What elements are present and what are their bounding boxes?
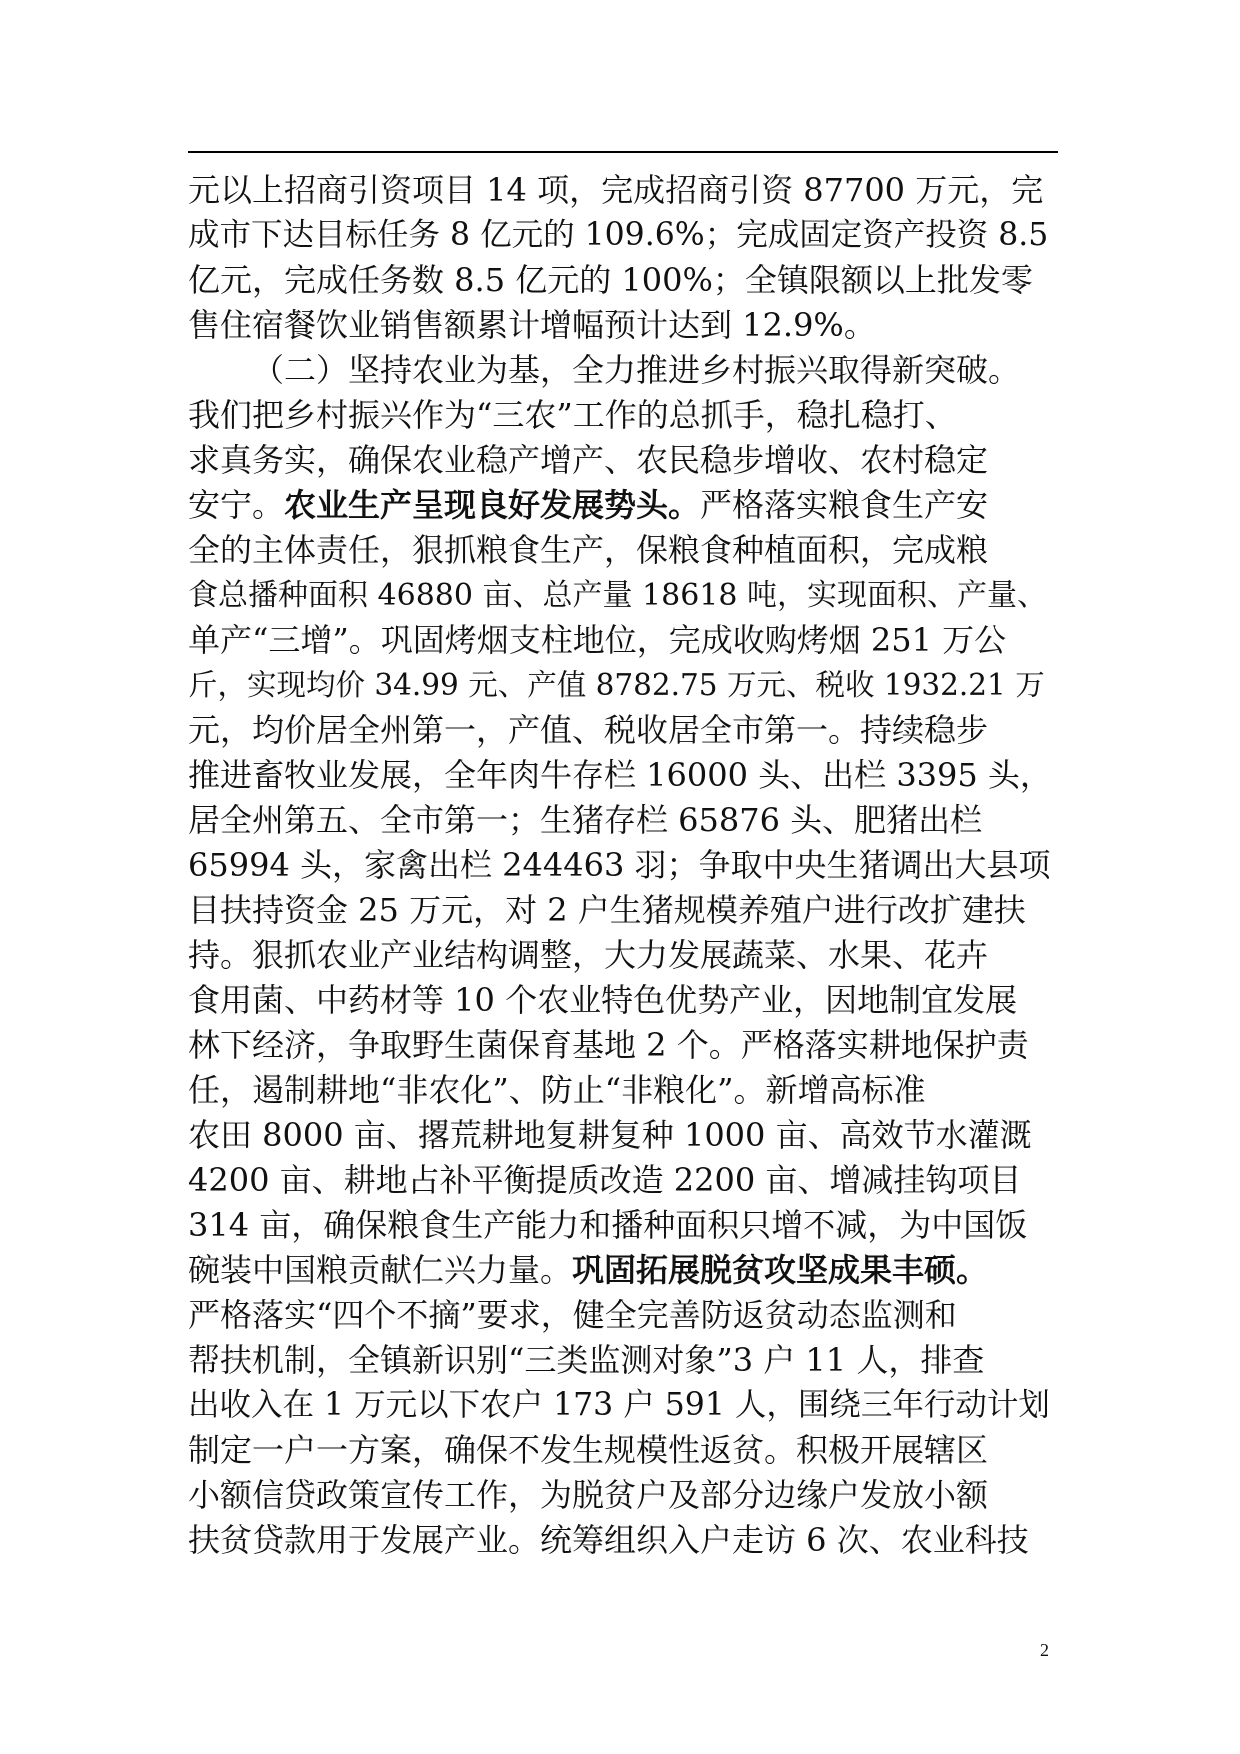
body-text-segment: 制定一户一方案，确保不发生规模性返贫。积极开展辖区 — [188, 1431, 989, 1469]
text-line — [188, 843, 1058, 888]
text-line — [188, 573, 1058, 618]
text-line — [188, 1473, 1058, 1518]
body-text-segment: 严格落实“四个不摘”要求，健全完善防返贫动态监测和 — [188, 1296, 957, 1334]
text-line — [188, 978, 1058, 1023]
text-line — [188, 213, 1058, 258]
body-text-segment: 推进畜牧业发展，全年肉牛存栏 16000 头、出栏 3395 头， — [188, 756, 1052, 794]
bold-heading-text: 农业生产呈现良好发展势头。 — [284, 486, 701, 524]
body-text-segment: 斤，实现均价 34.99 元、产值 8782.75 万元、税收 1932.21 万 — [188, 668, 1045, 702]
body-text-segment: 4200 亩、耕地占补平衡提质改造 2200 亩、增减挂钩项目 — [188, 1161, 1022, 1199]
text-line — [188, 618, 1058, 663]
body-text-segment: 元，均价居全州第一，产值、税收居全市第一。持续稳步 — [188, 711, 989, 749]
body-text — [188, 168, 1058, 1563]
text-line — [188, 483, 1058, 528]
body-text-segment: 亿元，完成任务数 8.5 亿元的 100%；全镇限额以上批发零 — [188, 261, 1033, 299]
text-line — [188, 1293, 1058, 1338]
text-line — [188, 528, 1058, 573]
text-line — [188, 663, 1058, 708]
body-text-segment: 帮扶机制，全镇新识别“三类监测对象”3 户 11 人，排查 — [188, 1341, 985, 1379]
body-text-segment: 目扶持资金 25 万元，对 2 户生猪规模养殖户进行改扩建扶 — [188, 891, 1026, 929]
text-line — [188, 348, 1058, 393]
body-text-segment: 食总播种面积 46880 亩、总产量 18618 吨，实现面积、产量、 — [188, 578, 1048, 613]
text-line — [188, 303, 1058, 348]
header-rule — [188, 151, 1058, 153]
body-text-segment: 元以上招商引资项目 14 项，完成招商引资 87700 万元，完 — [188, 171, 1044, 209]
text-line — [188, 1383, 1058, 1428]
body-text-segment: 碗装中国粮贡献仁兴力量。 — [188, 1251, 573, 1289]
body-text-segment: 出收入在 1 万元以下农户 173 户 591 人，围绕三年行动计划 — [188, 1387, 1050, 1423]
body-text-segment: 严格落实粮食生产安 — [700, 486, 989, 524]
body-text-segment: （二）坚持农业为基，全力推进乡村振兴取得新突破。 — [252, 351, 1021, 389]
text-line — [188, 708, 1058, 753]
text-line — [188, 1203, 1058, 1248]
body-text-segment: 求真务实，确保农业稳产增产、农民稳步增收、农村稳定 — [188, 441, 989, 479]
body-text-segment: 售住宿餐饮业销售额累计增幅预计达到 12.9%。 — [188, 306, 876, 344]
body-text-segment: 扶贫贷款用于发展产业。统筹组织入户走访 6 次、农业科技 — [188, 1521, 1029, 1559]
text-line — [188, 1068, 1058, 1113]
text-line — [188, 1023, 1058, 1068]
text-line — [188, 1518, 1058, 1563]
body-text-segment: 单产“三增”。巩固烤烟支柱地位，完成收购烤烟 251 万公 — [188, 621, 1007, 659]
body-text-segment: 持。狠抓农业产业结构调整，大力发展蔬菜、水果、花卉 — [188, 936, 989, 974]
text-line — [188, 393, 1058, 438]
text-line — [188, 1428, 1058, 1473]
text-line — [188, 258, 1058, 303]
body-text-segment: 居全州第五、全市第一；生猪存栏 65876 头、肥猪出栏 — [188, 801, 983, 839]
bold-heading-text: 巩固拓展脱贫攻坚成果丰硕。 — [572, 1251, 989, 1289]
body-text-segment: 林下经济，争取野生菌保育基地 2 个。严格落实耕地保护责 — [188, 1026, 1029, 1064]
body-text-segment: 314 亩，确保粮食生产能力和播种面积只增不减，为中国饭 — [188, 1206, 1028, 1244]
body-text-segment: 小额信贷政策宣传工作，为脱贫户及部分边缘户发放小额 — [188, 1476, 989, 1514]
page-number: 2 — [1040, 1640, 1049, 1660]
text-line — [188, 753, 1058, 798]
body-text-segment: 全的主体责任，狠抓粮食生产，保粮食种植面积，完成粮 — [188, 531, 989, 569]
body-text-segment: 成市下达目标任务 8 亿元的 109.6%；完成固定资产投资 8.5 — [188, 217, 1049, 253]
text-line — [188, 438, 1058, 483]
body-text-segment: 安宁。 — [188, 486, 285, 524]
body-text-segment: 我们把乡村振兴作为“三农”工作的总抓手，稳扎稳打、 — [188, 396, 957, 434]
text-line — [188, 1158, 1058, 1203]
text-line — [188, 1248, 1058, 1293]
text-line — [188, 1113, 1058, 1158]
text-line — [188, 888, 1058, 933]
text-line — [188, 1338, 1058, 1383]
text-line — [188, 168, 1058, 213]
body-text-segment: 食用菌、中药材等 10 个农业特色优势产业，因地制宜发展 — [188, 981, 1018, 1019]
body-text-segment: 65994 头，家禽出栏 244463 羽；争取中央生猪调出大县项 — [188, 846, 1051, 884]
text-line — [188, 933, 1058, 978]
text-line — [188, 798, 1058, 843]
body-text-segment: 任，遏制耕地“非农化”、防止“非粮化”。新增高标准 — [188, 1071, 926, 1109]
body-text-segment: 农田 8000 亩、撂荒耕地复耕复种 1000 亩、高效节水灌溉 — [188, 1116, 1032, 1154]
